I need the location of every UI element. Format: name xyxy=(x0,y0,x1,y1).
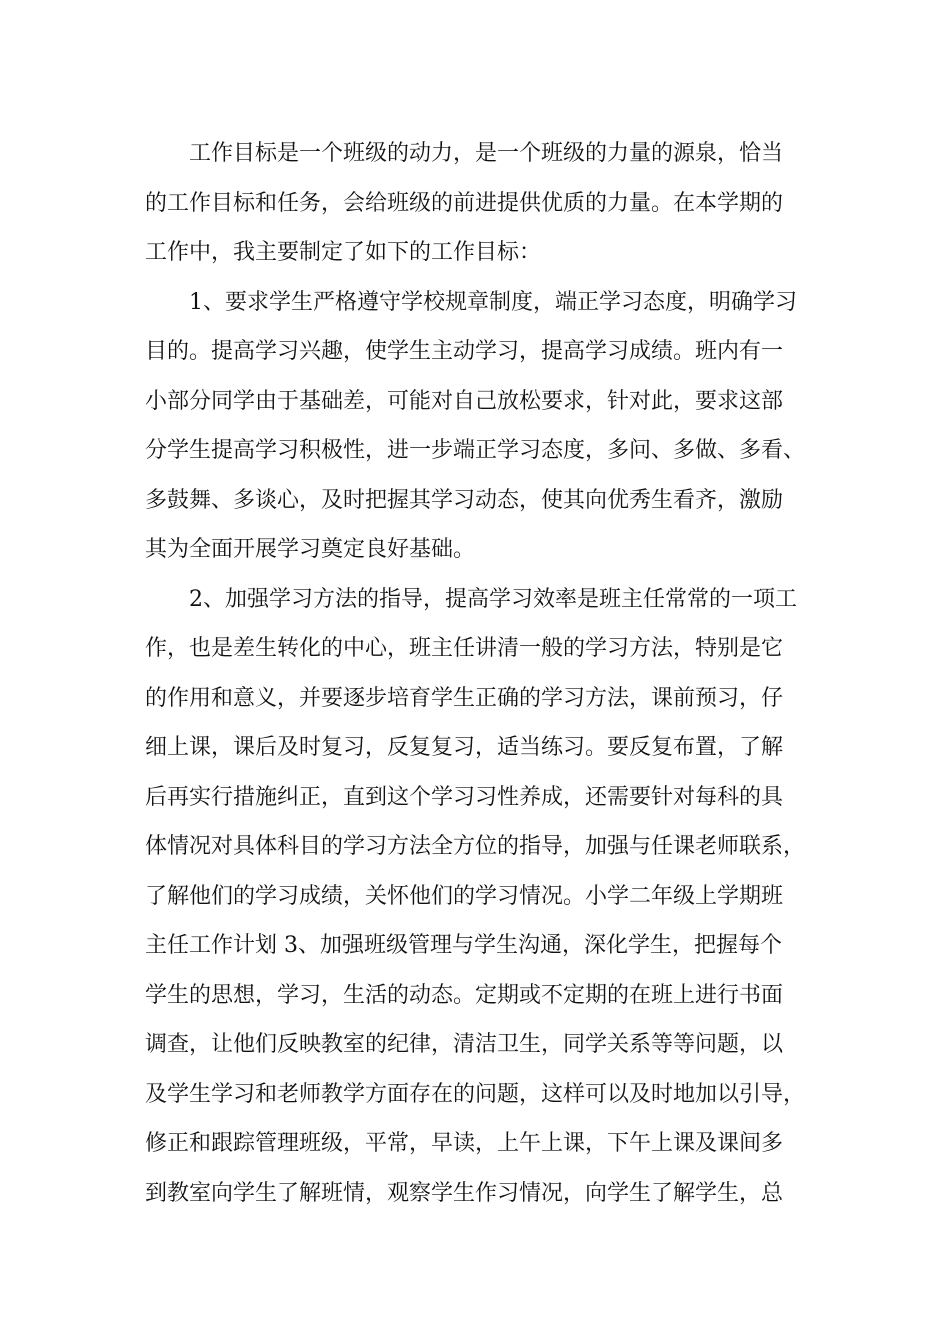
text-line: 1、要求学生严格遵守学校规章制度，端正学习态度，明确学习 xyxy=(189,289,797,315)
text-line: 目的。提高学习兴趣，使学生主动学习，提高学习成绩。班内有一 xyxy=(145,339,784,364)
text-line: 修正和跟踪管理班级，平常，早读，上午上课，下午上课及课间多 xyxy=(145,1131,784,1156)
text-line: 学生的思想，学习，生活的动态。定期或不定期的在班上进行书面 xyxy=(145,982,784,1008)
text-line: 体情况对具体科目的学习方法全方位的指导，加强与任课老师联系， xyxy=(145,834,806,859)
text-line: 了解他们的学习成绩，关怀他们的学习情况。小学二年级上学期班 xyxy=(145,883,784,909)
text-line: 2、加强学习方法的指导，提高学习效率是班主任常常的一项工 xyxy=(189,586,797,612)
text-line: 作，也是差生转化的中心，班主任讲清一般的学习方法，特别是它 xyxy=(145,636,784,661)
text-line: 的工作目标和任务，会给班级的前进提供优质的力量。在本学期的 xyxy=(145,190,784,216)
text-line: 及学生学习和老师教学方面存在的问题，这样可以及时地加以引导， xyxy=(145,1081,806,1107)
text-line: 小部分同学由于基础差，可能对自己放松要求，针对此，要求这部 xyxy=(145,388,784,414)
text-line: 到教室向学生了解班情，观察学生作习情况，向学生了解学生，总 xyxy=(145,1180,784,1206)
text-line: 其为全面开展学习奠定良好基础。 xyxy=(145,537,476,562)
text-line: 调查，让他们反映教室的纪律，清洁卫生，同学关系等等问题，以 xyxy=(145,1032,784,1057)
text-line: 多鼓舞、多谈心，及时把握其学习动态，使其向优秀生看齐，激励 xyxy=(145,487,784,513)
text-line: 的作用和意义，并要逐步培育学生正确的学习方法，课前预习，仔 xyxy=(145,685,784,711)
text-line: 主任工作计划 3、加强班级管理与学生沟通，深化学生，把握每个 xyxy=(145,933,782,958)
text-line: 分学生提高学习积极性，进一步端正学习态度，多问、多做、多看、 xyxy=(145,438,806,463)
text-line: 工作目标是一个班级的动力，是一个班级的力量的源泉，恰当 xyxy=(189,141,784,166)
text-line: 工作中，我主要制定了如下的工作目标： xyxy=(145,240,542,265)
text-line: 后再实行措施纠正，直到这个学习习性养成，还需要针对每科的具 xyxy=(145,784,784,810)
text-line: 细上课，课后及时复习，反复复习，适当练习。要反复布置，了解 xyxy=(145,735,784,760)
